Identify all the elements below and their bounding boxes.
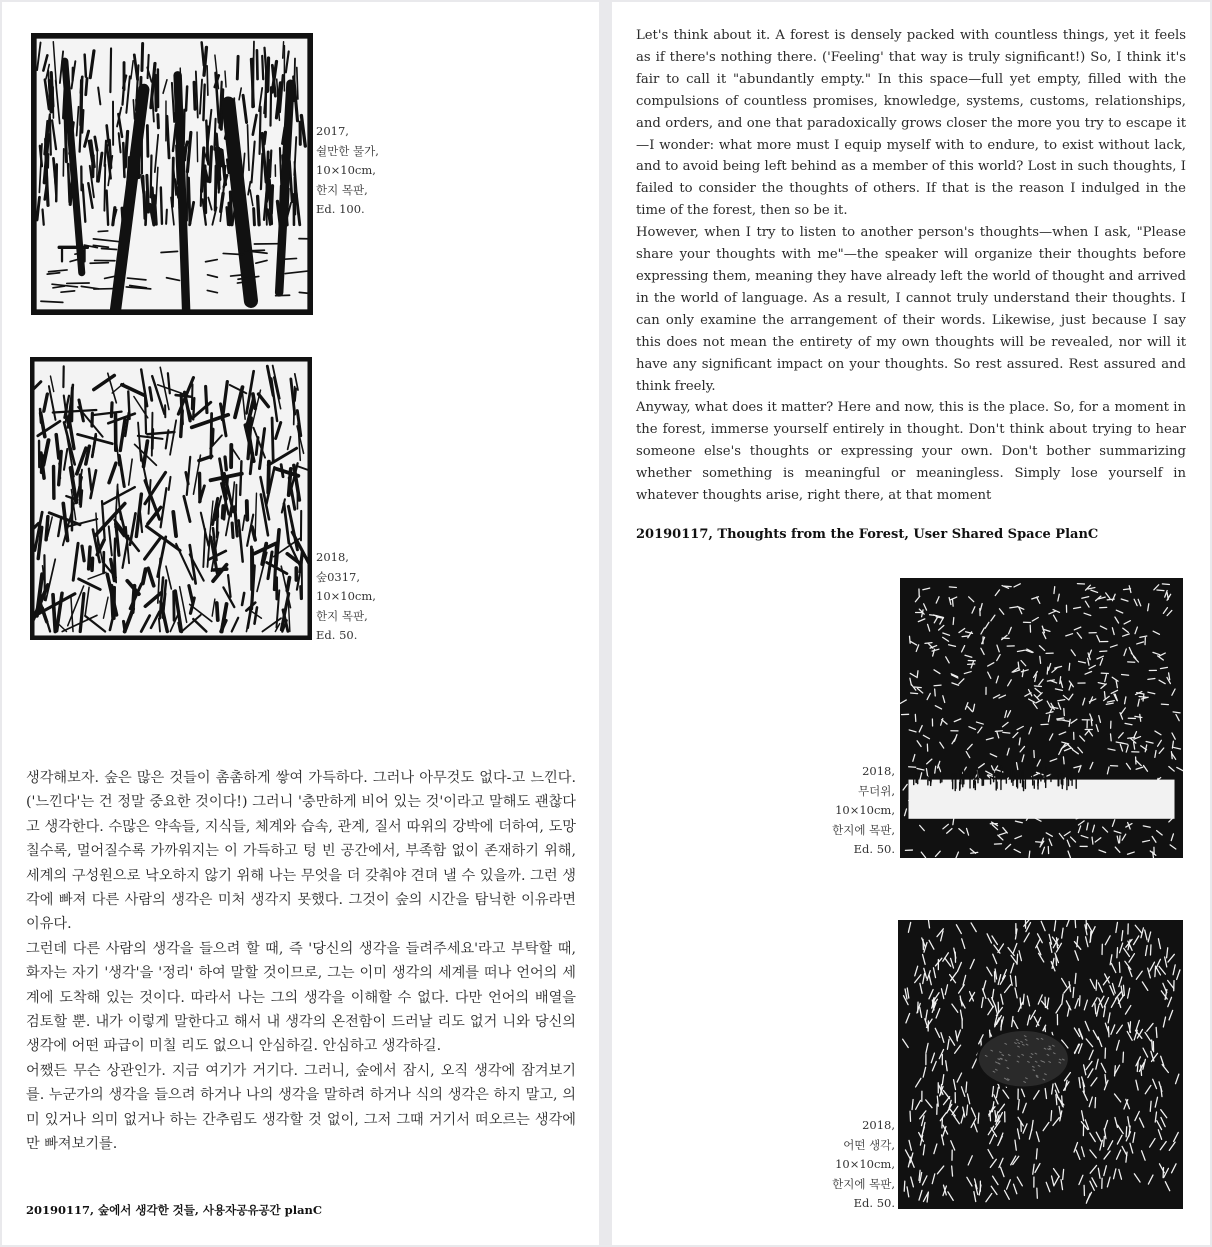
caption-size: 10×10cm, <box>835 1157 895 1171</box>
woodcut-print-still-waters <box>31 33 313 315</box>
caption-year: 2018, <box>316 550 349 564</box>
english-essay <box>636 25 1186 507</box>
caption-size: 10×10cm, <box>316 163 376 177</box>
essay-paragraph: However, when I try to listen to another person's thoughts—when I ask, "Please share your thoughts with me"—the speaker will organize their thoughts before expressing them, meaning they have already left the world of thought and arrived in the world of language. As a result, I cannot truly understand their thoughts. I can only examine the arrangement of their words. Likewise, just because I say this does not mean the entirety of my own thoughts will be revealed, nor will it have any significant impact on your thoughts. So rest assured. Rest assured and think freely. <box>636 225 1186 394</box>
woodcut-forest-bench-image <box>31 33 313 315</box>
essay-paragraph: 생각해보자. 숲은 많은 것들이 촘촘하게 쌓여 가득하다. 그러나 아무것도 없다-고 느낀다.('느낀다'는 건 정말 중요한 것이다!) 그러니 '충만하게 비어 있는 것'이라고 말해도 괜찮다고 생각한다. 수많은 약속들, 지식들, 체계와 습속, 관계, 질서 따위의 강박에 더하여, 도망칠수록, 멀어질수록 가까워지는 이 가득하고 텅 빈 공간에서, 부족함 없이 존재하기 위해, 세계의 구성원으로 낙오하지 않기 위해 나는 무엇을 더 갖춰야 견뎌 낼 수 있을까. 그런 생각에 빠져 다른 사람의 생각은 미처 생각지 못했다. 그것이 숲의 시간을 탐닉한 이유라면 이유다. <box>26 770 576 933</box>
caption-medium: 한지에 목판, <box>832 1176 895 1191</box>
woodcut-strokes-image <box>30 357 312 640</box>
korean-essay <box>26 766 576 1157</box>
woodcut-print-heatwave <box>900 578 1183 858</box>
caption-title: 어떤 생각, <box>843 1137 895 1152</box>
print-caption-1 <box>316 122 379 220</box>
caption-year: 2018, <box>862 1118 895 1132</box>
caption-edition: Ed. 50. <box>853 842 895 856</box>
woodcut-stone-in-grass-image <box>898 920 1183 1209</box>
essay-paragraph: 어쨌든 무슨 상관인가. 지금 여기가 거기다. 그러니, 숲에서 잠시, 오직 생각에 잠겨보기를. 누군가의 생각을 들으려 하거나 나의 생각을 말하려 하거나 식의 생각은 하지 말고, 의미 있거나 의미 없거나 하는 간추림도 생각할 것 없이, 그저 그때 거기서 떠오르는 생각에만 빠져보기를. <box>26 1062 576 1153</box>
essay-paragraph: Anyway, what does it matter? Here and now, this is the place. So, for a moment in the forest, immerse yourself entirely in thought. Don't think about trying to hear someone else's thoughts or expressing your own. Don't bother summarizing whether something is meaningful or meaningless. Simply lose yourself in whatever thoughts arise, right there, at that moment <box>636 400 1186 504</box>
caption-size: 10×10cm, <box>316 589 376 603</box>
woodcut-dense-foliage-image <box>900 578 1183 858</box>
caption-medium: 한지 목판, <box>316 608 368 623</box>
print-caption-4 <box>832 1116 895 1214</box>
print-caption-3 <box>832 762 895 860</box>
caption-edition: Ed. 50. <box>316 628 358 642</box>
essay-paragraph: Let's think about it. A forest is densely packed with countless things, yet it feels as if there's nothing there. ('Feeling' that way is truly significant!) So, I think it's fair to call it "abundantly empty." In this space—full yet empty, filled with the compulsions of countless promises, knowledge, systems, customs, relationships, and orders, and one that paradoxically grows closer the more you try to escape it—I wonder: what more must I equip myself with to endure, to exist without lack, and to avoid being left behind as a member of this world? Lost in such thoughts, I failed to consider the thoughts of others. If that is the reason I indulged in the time of the forest, then so be it. <box>636 28 1186 219</box>
print-caption-2 <box>316 548 376 646</box>
caption-edition: Ed. 100. <box>316 202 365 216</box>
woodcut-print-forest-0317 <box>30 357 312 640</box>
caption-title: 쉴만한 물가, <box>316 143 379 158</box>
right-page <box>612 2 1210 1245</box>
caption-edition: Ed. 50. <box>853 1196 895 1210</box>
caption-medium: 한지에 목판, <box>832 822 895 837</box>
caption-medium: 한지 목판, <box>316 182 368 197</box>
woodcut-print-some-thought <box>898 920 1183 1209</box>
caption-size: 10×10cm, <box>835 803 895 817</box>
essay-credit: 20190117, 숲에서 생각한 것들, 사용자공유공간 planC <box>26 1203 323 1217</box>
essay-paragraph: 그런데 다른 사람의 생각을 들으려 할 때, 즉 '당신의 생각을 들려주세요'라고 부탁할 때, 화자는 자기 '생각'을 '정리' 하여 말할 것이므로, 그는 이미 생각의 세계를 떠나 언어의 세계에 도착해 있는 것이다. 따라서 나는 그의 생각을 이해할 수 없다. 다만 언어의 배열을 검토할 뿐. 내가 이렇게 말한다고 해서 내 생각의 온전함이 드러날 리도 없거 니와 당신의 생각에 어떤 파급이 미칠 리도 없으니 안심하길. 안심하고 생각하길. <box>26 940 576 1055</box>
left-page <box>2 2 599 1245</box>
caption-year: 2017, <box>316 124 349 138</box>
caption-title: 무더위, <box>858 783 895 798</box>
caption-title: 숲0317, <box>316 569 361 584</box>
essay-credit: 20190117, Thoughts from the Forest, User Shared Space PlanC <box>636 527 1099 542</box>
caption-year: 2018, <box>862 764 895 778</box>
